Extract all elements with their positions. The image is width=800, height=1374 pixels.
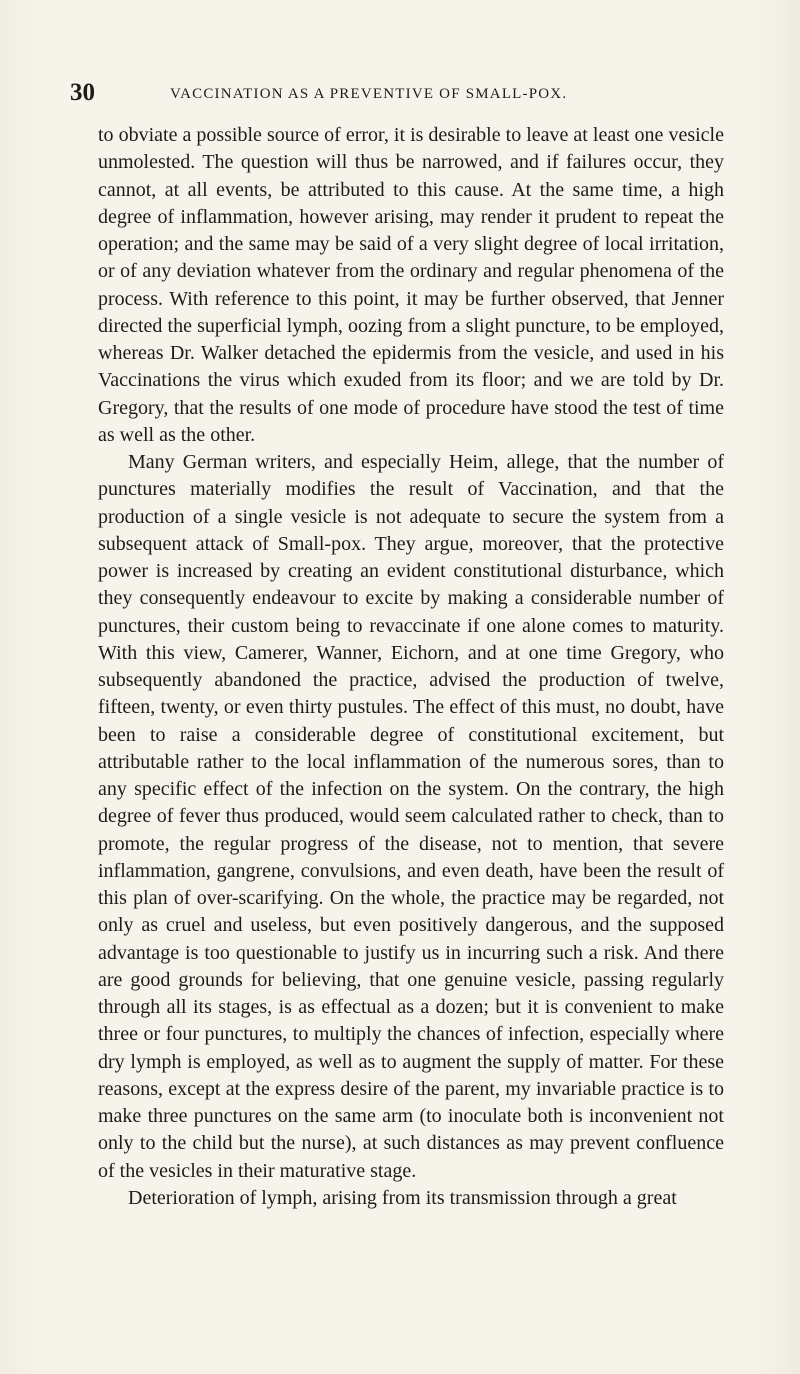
running-head: VACCINATION AS A PREVENTIVE OF SMALL-POX.: [170, 86, 568, 102]
paragraph-1: to obviate a possible source of error, it is desirable to leave at least one vesicle unmolested. The question will thus be narrowed, and if failures occur, they cannot, at all events, be attributed to this cause. At the same time, a high degree of inflammation, however arising, may render it prudent to repeat the operation; and the same may be said of a very slight degree of local irritation, or of any deviation whatever from the ordinary and regular phenomena of the process. With reference to this point, it may be further observed, that Jenner directed the superficial lymph, oozing from a slight puncture, to be employed, whereas Dr. Walker detached the epidermis from the vesicle, and used in his Vaccinations the virus which exuded from its floor; and we are told by Dr. Gregory, that the results of one mode of procedure have stood the test of time as well as the other.: [98, 124, 724, 446]
body-text: [98, 122, 724, 1212]
paragraph-3: Deterioration of lymph, arising from its transmission through a great: [128, 1186, 677, 1209]
page-number: 30: [70, 79, 95, 106]
page-header: [70, 78, 740, 108]
paragraph-2: Many German writers, and especially Heim, allege, that the number of punctures materially modifies the result of Vaccination, and that the production of a single vesicle is not adequate to secure the system from a subsequent attack of Small-pox. They argue, moreover, that the protective power is increased by creating an evident constitutional disturbance, which they consequently endeavour to excite by making a considerable number of punctures, their custom being to revaccinate if one alone comes to maturity. With this view, Camerer, Wanner, Eichorn, and at one time Gregory, who subsequently abandoned the practice, advised the production of twelve, fifteen, twenty, or even thirty pustules. The effect of this must, no doubt, have been to raise a considerable degree of constitutional excitement, but attributable rather to the local inflammation of the numerous sores, than to any specific effect of the infection on the system. On the contrary, the high degree of fever thus produced, would seem calculated rather to check, than to promote, the regular progress of the disease, not to mention, that severe inflammation, gangrene, convulsions, and even death, have been the result of this plan of over-scarifying. On the whole, the practice may be regarded, not only as cruel and useless, but even positively dangerous, and the supposed advantage is too questionable to justify us in incurring such a risk. And there are good grounds for believing, that one genuine vesicle, passing regularly through all its stages, is as effectual as a dozen; but it is convenient to make three or four punctures, to multiply the chances of infection, especially where dry lymph is employed, as well as to augment the supply of matter. For these reasons, except at the express desire of the parent, my invariable practice is to make three punctures on the same arm (to inoculate both is inconvenient not only to the child but the nurse), at such distances as may prevent confluence of the vesicles in their maturative stage.: [98, 451, 724, 1182]
